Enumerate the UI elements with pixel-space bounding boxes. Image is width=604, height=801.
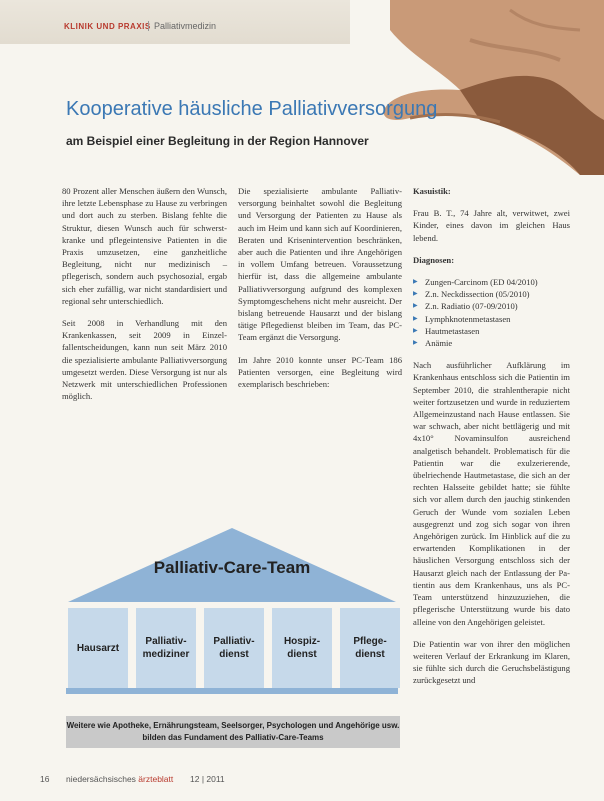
hands-photo xyxy=(350,0,604,175)
journal-name-a: niedersächsisches xyxy=(66,774,139,784)
pillar-pflegedienst: Pflege- dienst xyxy=(340,608,400,688)
diagram-foundation: Weitere wie Apotheke, Ernährungsteam, Seelsorger, Psychologen und Angehörige usw. bilden das Fundament des Palliativ-Care-Teams xyxy=(66,716,400,748)
journal-name-b: ärzteblatt xyxy=(138,774,174,784)
journal-name xyxy=(66,774,173,784)
list-item: ▶ Zungen-Carcinom (ED 04/2010) xyxy=(413,276,570,288)
issue-number: 12 | 2011 xyxy=(190,774,225,784)
list-item: ▶ Z.n. Neckdissection (05/2010) xyxy=(413,288,570,300)
team-label: Palliativ-Care-Team xyxy=(153,558,311,577)
pillar-palliativdienst: Palliativ- dienst xyxy=(204,608,264,688)
article-title: Kooperative häusliche Palliativversorgung xyxy=(66,98,438,120)
page-number: 16 xyxy=(40,774,50,784)
column-1 xyxy=(62,185,227,412)
diagnosen-list xyxy=(413,276,570,349)
paragraph: Die spezialisierte ambulante Palliativversorgung beinhaltet sowohl die Begleitung und Versorgung der Patienten zu Hause als auch im Heim und kann sich auf Koordinieren, Beraten und Krisenintervention beschränken, aber auch die Patienten und ihre Angehörigen in vollem Umfang betreuen. Voraussetzung hierfür ist, dass die allgemeine ambulante Palliativversorgung aufgrund des komplexen Symptomgeschehens nicht mehr ausreicht. Der bislang betreuende Hausarzt und der bislang tätige Pflegedienst bleiben im Team, das PC-Team ergänzt die Versorgung. xyxy=(238,186,402,343)
section-label: KLINIK UND PRAXIS xyxy=(64,22,151,31)
kasuistik-heading: Kasuistik: xyxy=(413,186,451,196)
list-item: ▶ Lymphknotenmetastasen xyxy=(413,313,570,325)
column-2 xyxy=(238,185,402,400)
pillar-palliativmediziner: Palliativ- mediziner xyxy=(136,608,196,688)
paragraph: Nach ausführlicher Aufklärung im Krankenhaus entschloss sich die Patientin im September 2010, die strahlentherapie nicht weiter fortzusetzen und wurde in reduziertem Allgemeinzustand nach Hause entlassen. Sie war schwach, aber nicht bettlägerig und mit 4x10° Novaminsulfon ausreichend analgetisch behandelt. Problematisch für die Patientin war die exulzerierende, übelriechende Hautmetastase, die sich an der rechten Halsseite gebildet hatte; sie fühlte sich vor allem durch den jauchig stinkenden Geruch der Wunde vom sozialen Leben ausgegrenzt und zog sich sogar von ihren Angehörigen zurück. Im Hinblick auf die zu erwartenden Komplikationen in der häuslichen Versorgung entschloss sich der Hausarzt gleich nach der Entlassung der Patientin aus dem Krankenhaus, uns als PC-Team unterstützend hinzuzuziehen, die pflegerische Unterstützung wurde bis dato alleine von den Angehörigen geleistet. xyxy=(413,360,570,627)
list-item: ▶ Z.n. Radiatio (07-09/2010) xyxy=(413,300,570,312)
paragraph: Seit 2008 in Verhandlung mit den Krankenkassen, seit 2009 in Einzelfallentscheidungen, kann nun seit März 2010 die spezialisierte ambulante Palliativversorgung umgesetzt werden. Diese Versorgung ist nur als Netzwerk mit unterschiedlichen Professionen möglich. xyxy=(62,318,227,402)
diagnosen-heading: Diagnosen: xyxy=(413,254,455,265)
paragraph: 80 Prozent aller Menschen äußern den Wunsch, ihre letzte Lebensphase zu Hause zu verbringen und dort auch zu sterben. Bislang fehlte die Struktur, diesen Wunsch auch für schwerstkranke und pflegeintensive Patienten in die Praxis umzusetzen, eine ganzheitliche Begleitung, nicht nur medizinisch – pflegerisch, sondern auch psychosozial, ergab sich eher zufällig, war nicht standardisiert und regional sehr unterschiedlich. xyxy=(62,186,227,306)
diagram-floor xyxy=(66,688,398,694)
kasuistik-text: Frau B. T., 74 Jahre alt, verwitwet, zwei Kinder, eines davon im gleichen Haus lebend. xyxy=(413,208,570,243)
column-3 xyxy=(413,185,570,697)
paragraph: Im Jahre 2010 konnte unser PC-Team 186 Patienten versorgen, eine Begleitung wird exemplarisch beschrieben: xyxy=(238,354,402,390)
paragraph: Die Patientin war von ihrer den möglichen weiteren Verlauf der Erkrankung im Klaren, sie fühlte sich durch die Geruchsbelästigung zurückgesetzt und xyxy=(413,638,570,686)
pillar-hospizdienst: Hospiz- dienst xyxy=(272,608,332,688)
article-subtitle: am Beispiel einer Begleitung in der Region Hannover xyxy=(66,134,369,148)
list-item: ▶ Anämie xyxy=(413,337,570,349)
list-item: ▶ Hautmetastasen xyxy=(413,325,570,337)
pillar-hausarzt: Hausarzt xyxy=(68,608,128,688)
topic-label: Palliativmedizin xyxy=(148,21,216,31)
